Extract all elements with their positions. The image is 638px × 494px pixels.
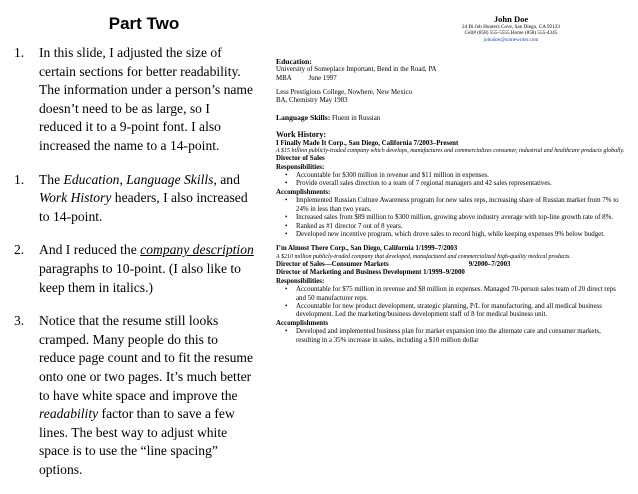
resume-phone: Cell# (858) 555-5555 Home (858) 555-4345 xyxy=(464,30,558,37)
job2-title-1-text: Director of Sales—Consumer Markets xyxy=(276,260,389,268)
education-degree-2: BA, Chemistry May 1983 xyxy=(276,97,348,105)
note-item xyxy=(14,241,256,297)
list-item: • Accountable for $75 million in revenue and $8 million in expenses. Managed 70-person sales team of 20 direct reps and 50 manufacturer reps. xyxy=(276,286,626,303)
note-number: 2. xyxy=(14,242,25,258)
education-section xyxy=(276,57,626,106)
work-history-section xyxy=(276,130,626,345)
list-item: • Accountable for new product development, strategic planning, P/L for manufacturing, and all medical business development. Led the marketing/business development staff of 8 for medical business unit. xyxy=(276,303,626,320)
notes-list xyxy=(14,44,256,479)
resume-name: John Doe xyxy=(493,14,529,24)
language-section xyxy=(276,113,626,123)
job2-company: I’m Almost There Corp., San Diego, California 1/1999–7/2003 xyxy=(276,245,458,253)
resume-email[interactable]: johndoe@somewriter.com xyxy=(483,36,539,43)
language-value: Fluent in Russian xyxy=(330,114,381,122)
note-number: 1. xyxy=(14,45,25,60)
list-item: • Ranked as #1 director 7 out of 8 years. xyxy=(276,223,626,231)
resume-address: 24 Bi Job Hunters Cove, San Diego, CA 92123 xyxy=(462,24,560,30)
note-text: , and xyxy=(213,171,240,187)
job2-acc-label: Accomplishments xyxy=(276,319,329,327)
list-item: • Implemented Russian Culture Awareness program for new sales reps, increasing share of Russian market from 7% to 24% in less than two years. xyxy=(276,197,626,214)
note-text: In this slide, I adjusted the size of certain sections for better readability. The information under a person’s name doesn’t need to be as large, so I reduced it to a 9-point font. I also increased the name to a 14-point. xyxy=(39,45,254,153)
job1-description: A $15 billion publicly-traded company which develops, manufactures and commercializes consumer, industrial and healthcare products globally. xyxy=(276,148,625,155)
education-school-1: University of Someplace Important, Bend in the Road, PA xyxy=(276,66,437,74)
education-school-2: Less Prestigious College, Nowhere, New Mexico xyxy=(276,89,413,97)
note-text: Work History xyxy=(39,190,112,206)
slide-notes xyxy=(14,14,256,494)
job1-resp-list xyxy=(276,172,626,189)
note-number: 3. xyxy=(14,313,25,329)
resume-header xyxy=(276,14,626,43)
note-text: Language Skills xyxy=(126,171,214,187)
list-item: • Provide overall sales direction to a team of 7 regional managers and 42 sales representatives. xyxy=(276,180,626,188)
language-header: Language Skills: xyxy=(276,112,331,122)
work-history-header: Work History: xyxy=(276,130,326,140)
job1-acc-label: Accomplishments: xyxy=(276,188,331,196)
job1-title: Director of Sales xyxy=(276,155,325,163)
job1-company: I Finally Made It Corp., San Diego, California 7/2003–Present xyxy=(276,139,459,147)
note-text: company description xyxy=(140,242,254,258)
education-degree-1: MBA June 1997 xyxy=(276,74,337,82)
note-item xyxy=(14,171,256,227)
note-item xyxy=(14,44,256,156)
note-text: The xyxy=(39,171,64,187)
note-text: readability xyxy=(39,406,99,422)
education-header: Education: xyxy=(276,57,312,67)
note-text: headers, I also increased to 14-point. xyxy=(39,190,248,224)
job2-dates-1: 9/2000–7/2003 xyxy=(468,260,511,268)
job2-description: A $210 million publicly-traded company that developed, manufactured and commercialized high-quality medical products. xyxy=(276,253,571,260)
list-item: • Increased sales from $89 million to $300 million, growing above industry average with top-line growth rate of 8%. xyxy=(276,214,626,222)
job1-resp-label: Responsibilities: xyxy=(276,163,325,171)
job2-resp-label: Responsibilities: xyxy=(276,277,325,285)
note-text: Education xyxy=(63,171,120,187)
list-item: • Developed new incentive program, which drove sales to record high, while keeping expenses 9% below budget. xyxy=(276,231,626,239)
job2-title-2: Director of Marketing and Business Development 1/1999–9/2000 xyxy=(276,269,465,277)
job2-acc-list xyxy=(276,328,626,345)
note-text: paragraphs to 10-point. (I also like to keep them in italics.) xyxy=(39,260,241,295)
job1-acc-list xyxy=(276,197,626,239)
job2-title-1 xyxy=(276,261,626,269)
note-number: 1. xyxy=(14,171,25,187)
resume-preview xyxy=(276,14,626,345)
slide-title: Part Two xyxy=(108,14,180,33)
note-item xyxy=(14,312,256,479)
job2-resp-list xyxy=(276,286,626,320)
note-text: , xyxy=(119,171,127,187)
note-text: And I reduced the xyxy=(39,242,141,258)
list-item: • Accountable for $300 million in revenue and $11 million in expenses. xyxy=(276,172,626,180)
list-item: • Developed and implemented business plan for market expansion into the alternate care and consumer markets, resulting in a 35% increase in sales, including a $10 million dollar xyxy=(276,328,626,345)
note-text: factor than to save a few lines. The best way to adjust white space is to use the “line spacing” options. xyxy=(39,406,235,477)
note-text: Notice that the resume still looks cramped. Many people do this to reduce page count and to fit the resume onto one or two pages. It’s much better to have white space and improve the xyxy=(39,313,254,403)
